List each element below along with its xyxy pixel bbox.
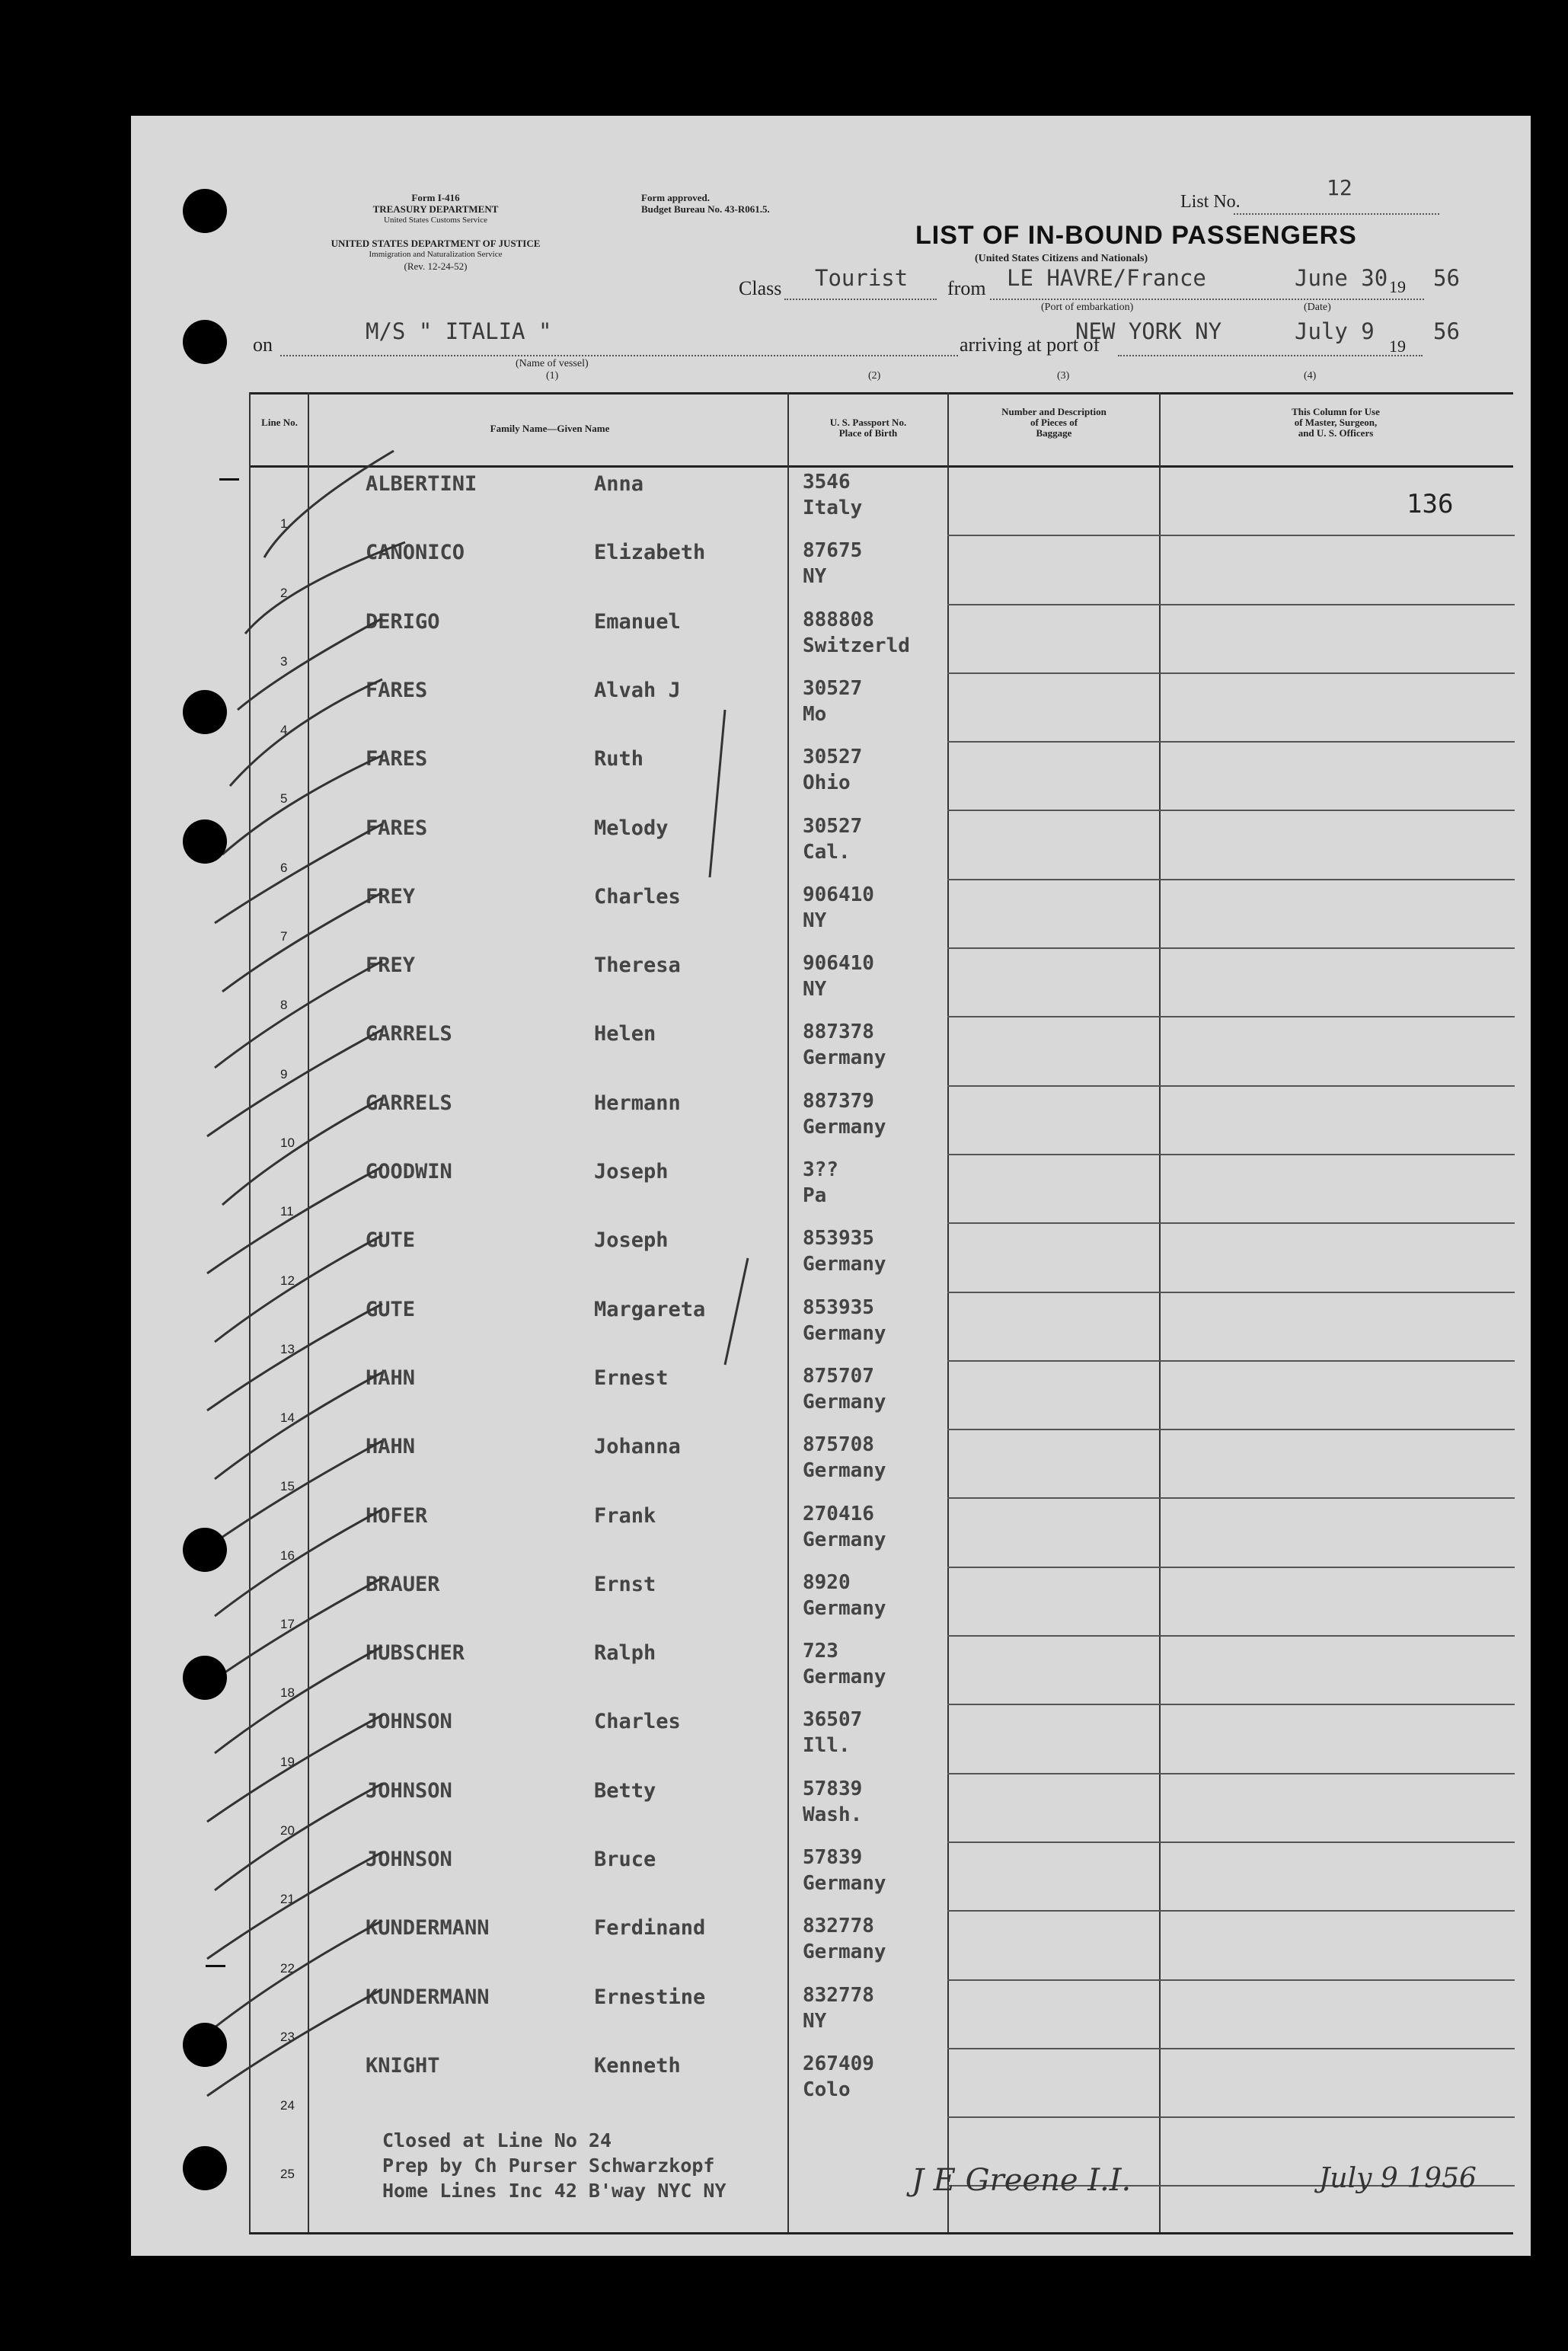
line-number: 22 [280,1960,295,1976]
place-of-birth: Pa [803,1184,827,1207]
col-header-line-no: Line No. [261,417,298,428]
passport-number: 30527 [803,676,863,700]
margin-tick [206,1965,225,1967]
place-of-birth: Germany [803,1941,886,1964]
punch-hole [183,690,227,734]
family-name: CANONICO [366,541,465,565]
passport-number: 888808 [803,608,874,631]
line-number: 10 [280,1135,295,1150]
family-name: BRAUER [366,1572,440,1596]
given-name: Ernest [594,1366,669,1390]
passport-number: 57839 [803,1846,863,1869]
family-name: HOFER [366,1503,428,1528]
embark-year: 56 [1433,265,1460,291]
passport-number: 875707 [803,1364,874,1388]
given-name: Bruce [594,1848,656,1871]
given-name: Charles [594,884,681,909]
family-name: HAHN [366,1366,416,1390]
line-number: 18 [280,1685,295,1701]
passport-number: 87675 [803,539,863,563]
closing-line-1: Closed at Line No 24 [382,2129,612,2151]
line-number: 24 [280,2098,295,2113]
family-name: FARES [366,816,428,840]
given-name: Joseph [594,1228,669,1253]
line-number: 1 [280,516,288,532]
place-of-birth: Germany [803,1115,886,1139]
class-label: Class [739,277,782,299]
document-subtitle: (United States Citizens and Nationals) [975,253,1148,264]
line-number: 8 [280,998,288,1013]
punch-hole [183,189,227,233]
given-name: Ernst [594,1572,656,1596]
given-name: Betty [594,1778,656,1803]
place-of-birth: Germany [803,1253,886,1276]
passport-number: 723 [803,1640,838,1663]
on-label: on [253,334,273,356]
embark-date: June 30 [1295,265,1388,291]
officer-signature: J E Greene I.I. [912,2163,1132,2198]
family-name: HUBSCHER [366,1641,465,1666]
line-number: 16 [280,1548,295,1563]
given-name: Charles [594,1710,681,1734]
family-name: JOHNSON [366,1778,452,1803]
given-name: Anna [594,472,644,496]
arriving-label: arriving at port of [960,334,1100,356]
line-number: 9 [280,1066,288,1081]
line-number: 13 [280,1341,295,1356]
family-name: GOODWIN [366,1160,452,1183]
family-name: JOHNSON [366,1710,452,1734]
family-name: FARES [366,678,428,702]
line-number: 4 [280,723,288,738]
given-name: Theresa [594,953,681,978]
place-of-birth: Germany [803,1666,886,1689]
family-name: FREY [366,884,416,909]
family-name: JOHNSON [366,1848,452,1871]
line-number: 11 [280,1204,294,1219]
place-of-birth: Germany [803,1596,886,1620]
passport-number: 30527 [803,814,863,838]
line-number: 7 [280,929,288,944]
given-name: Ferdinand [594,1916,706,1941]
line-number: 12 [280,1273,295,1288]
document-title: LIST OF IN-BOUND PASSENGERS [915,221,1357,250]
given-name: Melody [594,816,669,840]
line-number: 14 [280,1410,295,1426]
given-name: Emanuel [594,609,681,634]
punch-hole [183,1656,227,1700]
place-of-birth: Cal. [803,840,851,864]
margin-tick [219,478,239,481]
form-header-treasury: Form I-416 TREASURY DEPARTMENT United States Customs Service [372,192,499,225]
passport-number: 8920 [803,1570,851,1594]
line-number: 20 [280,1822,295,1838]
col-header-officers: This Column for Use of Master, Surgeon, and U. S. Officers [1292,406,1380,439]
passport-number: 30527 [803,746,863,769]
closing-line-2: Prep by Ch Purser Schwarzkopf [382,2155,715,2177]
given-name: Joseph [594,1160,669,1183]
punch-hole [183,819,227,864]
handwritten-check-marks [131,116,1531,2256]
arrival-date: July 9 [1295,318,1375,344]
line-number: 15 [280,1479,295,1494]
family-name: GUTE [366,1228,416,1253]
family-name: KUNDERMANN [366,1985,490,2009]
arrival-19: 19 [1389,337,1406,356]
place-of-birth: NY [803,2009,827,2033]
place-of-birth: Germany [803,1528,886,1551]
passport-number: 3546 [803,471,851,494]
passport-number: 270416 [803,1502,874,1525]
date-caption: (Date) [1304,302,1331,313]
form-header-doj: UNITED STATES DEPARTMENT OF JUSTICE Immigration and Naturalization Service (Rev. 12-24-52) [331,238,541,272]
arrival-year: 56 [1433,318,1460,344]
place-of-birth: Italy [803,497,863,519]
family-name: GUTE [366,1297,416,1321]
form-sheet [131,116,1531,2256]
family-name: GARRELS [366,1022,452,1046]
punch-hole [183,2146,227,2190]
given-name: Frank [594,1503,656,1528]
col-header-baggage: Number and Description of Pieces of Baggage [1001,406,1107,439]
given-name: Margareta [594,1297,706,1321]
embark-19: 19 [1389,277,1406,296]
passport-number: 887378 [803,1021,874,1044]
place-of-birth: Germany [803,1321,886,1345]
line-number: 19 [280,1754,295,1769]
caption-col-2: (2) [868,370,881,382]
officer-count-note: 136 [1407,489,1454,519]
col-header-name: Family Name—Given Name [490,423,610,434]
place-of-birth: Colo [803,2078,851,2101]
line-number: 17 [280,1617,295,1632]
family-name: ALBERTINI [366,472,477,496]
given-name: Ernestine [594,1985,706,2009]
place-of-birth: Germany [803,1459,886,1483]
port-embark-caption: (Port of embarkation) [1041,302,1134,313]
vessel-caption: (Name of vessel) [516,358,589,369]
passport-number: 57839 [803,1777,863,1800]
family-name: GARRELS [366,1091,452,1115]
passport-number: 3?? [803,1158,838,1181]
family-name: DERIGO [366,609,440,634]
passport-number: 887379 [803,1089,874,1113]
place-of-birth: Switzerld [803,634,910,657]
punch-hole [183,1528,227,1572]
given-name: Ralph [594,1641,656,1666]
family-name: KUNDERMANN [366,1916,490,1941]
form-approval: Form approved. Budget Bureau No. 43-R061.5. [641,192,770,215]
caption-col-4: (4) [1304,370,1317,382]
family-name: HAHN [366,1435,416,1459]
from-label: from [947,277,986,299]
line-number: 23 [280,2029,295,2044]
passport-number: 853935 [803,1227,874,1251]
vessel-name: M/S " ITALIA " [366,318,552,344]
family-name: KNIGHT [366,2053,440,2078]
place-of-birth: Germany [803,1046,886,1070]
given-name: Johanna [594,1435,681,1459]
passport-number: 906410 [803,952,874,976]
line-number: 3 [280,653,288,669]
class-value: Tourist [815,265,909,291]
line-number: 25 [280,2167,295,2182]
caption-col-3: (3) [1057,370,1070,382]
given-name: Ruth [594,747,644,771]
passport-number: 875708 [803,1433,874,1457]
place-of-birth: Wash. [803,1803,863,1826]
closing-line-3: Home Lines Inc 42 B'way NYC NY [382,2180,727,2202]
passport-number: 832778 [803,1983,874,2007]
place-of-birth: Germany [803,1872,886,1895]
given-name: Hermann [594,1091,681,1115]
family-name: FARES [366,747,428,771]
signed-date: July 9 1956 [1319,2163,1477,2194]
col-header-passport: U. S. Passport No. Place of Birth [829,417,907,439]
arrival-port: NEW YORK NY [1075,318,1222,344]
list-no-label: List No. [1180,192,1241,212]
punch-hole [183,320,227,364]
line-number: 5 [280,791,288,807]
place-of-birth: Germany [803,1390,886,1413]
family-name: FREY [366,953,416,978]
passport-number: 853935 [803,1295,874,1319]
passport-number: 832778 [803,1915,874,1938]
punch-hole [183,2023,227,2067]
from-value: LE HAVRE/France [1007,265,1206,291]
place-of-birth: Ohio [803,771,851,795]
passport-number: 906410 [803,883,874,906]
passport-number: 267409 [803,2052,874,2075]
place-of-birth: Ill. [803,1734,851,1758]
given-name: Alvah J [594,678,681,702]
given-name: Elizabeth [594,541,706,565]
passport-number: 36507 [803,1708,863,1732]
given-name: Kenneth [594,2053,681,2078]
place-of-birth: NY [803,978,827,1001]
caption-col-1: (1) [546,370,559,382]
given-name: Helen [594,1022,656,1046]
line-number: 6 [280,860,288,875]
line-number: 2 [280,585,288,600]
line-number: 21 [280,1892,295,1907]
place-of-birth: NY [803,909,827,932]
list-no-value: 12 [1327,175,1352,200]
place-of-birth: NY [803,565,827,589]
place-of-birth: Mo [803,702,827,726]
